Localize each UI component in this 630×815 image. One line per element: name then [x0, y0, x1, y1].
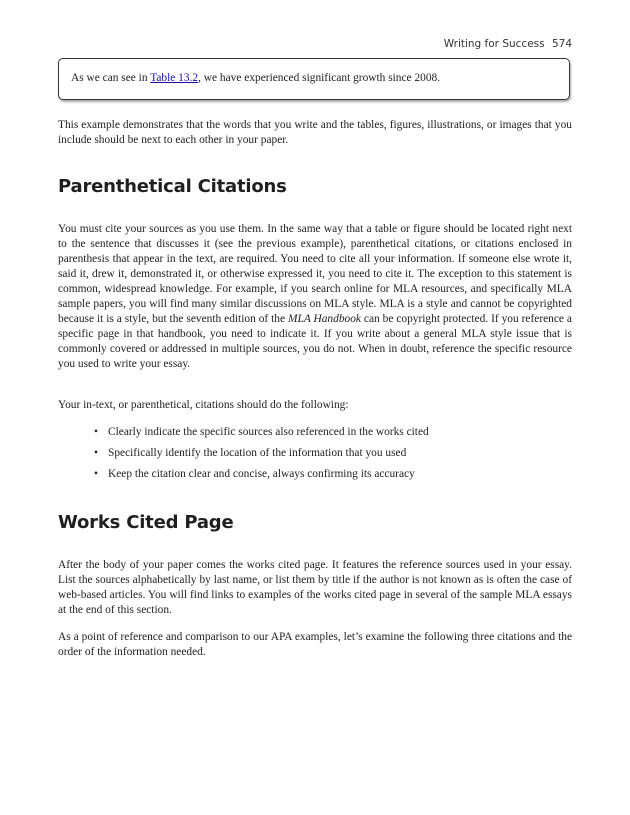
list-item: • Specifically identify the location of the information that you used [94, 446, 429, 467]
intro-paragraph [58, 118, 572, 148]
parenthetical-p1-part2: can be copyright protected. If you reference a specific page in that handbook, you need to indicate it. If you write about a general MLA style issue that is commonly covered or addressed in multiple sources, you do not. When in doubt, reference the specific resource you used to write your essay. [58, 313, 572, 370]
callout-text-before: As we can see in [71, 72, 151, 84]
parenthetical-paragraph-2 [58, 398, 572, 413]
running-header [444, 38, 572, 50]
works-cited-paragraph-1 [58, 558, 572, 618]
example-callout-box [58, 58, 570, 100]
list-item: • Keep the citation clear and concise, always confirming its accuracy [94, 467, 429, 488]
works-cited-p1-text: After the body of your paper comes the works cited page. It features the reference sources used in your essay. List the sources alphabetically by last name, or list them by title if the author is not known as is often the case of web-based articles. You will find links to examples of the works cited page in several of the sample MLA essays at the end of this section. [58, 559, 572, 616]
intro-paragraph-text: This example demonstrates that the words that you write and the tables, figures, illustrations, or images that you include should be next to each other in your paper. [58, 119, 572, 146]
page-number: 574 [551, 38, 572, 50]
table-13-2-link[interactable]: Table 13.2 [150, 72, 199, 84]
parenthetical-p1-part1: You must cite your sources as you use them. In the same way that a table or figure should be located right next to the sentence that discusses it (see the previous example), parenthetical citations, or citations enclosed in parenthesis that appear in the text, are required. You need to cite all your information. If someone else wrote it, said it, drew it, demonstrated it, or otherwise expressed it, you need to cite it. The exception to this statement is common, widespread knowledge. For example, if you search online for MLA resources, and specifically MLA sample papers, you will find many similar discussions on MLA style. MLA is a style and cannot be copyrighted because it is a style, but the seventh edition of the [58, 223, 572, 325]
book-title: Writing for Success [443, 38, 545, 50]
parenthetical-paragraph-1 [58, 222, 572, 372]
parenthetical-p2-text: Your in-text, or parenthetical, citations should do the following: [58, 399, 349, 411]
works-cited-p2-text: As a point of reference and comparison to our APA examples, let’s examine the following three citations and the order of the information needed. [58, 631, 572, 658]
citation-requirements-list [94, 425, 429, 488]
parenthetical-citations-heading: Parenthetical Citations [58, 176, 287, 197]
callout-text-after: , we have experienced significant growth since 2008. [198, 72, 441, 84]
list-item: • Clearly indicate the specific sources also referenced in the works cited [94, 425, 429, 446]
works-cited-heading: Works Cited Page [58, 512, 234, 533]
works-cited-paragraph-2 [58, 630, 572, 660]
mla-handbook-title: MLA Handbook [288, 313, 361, 325]
